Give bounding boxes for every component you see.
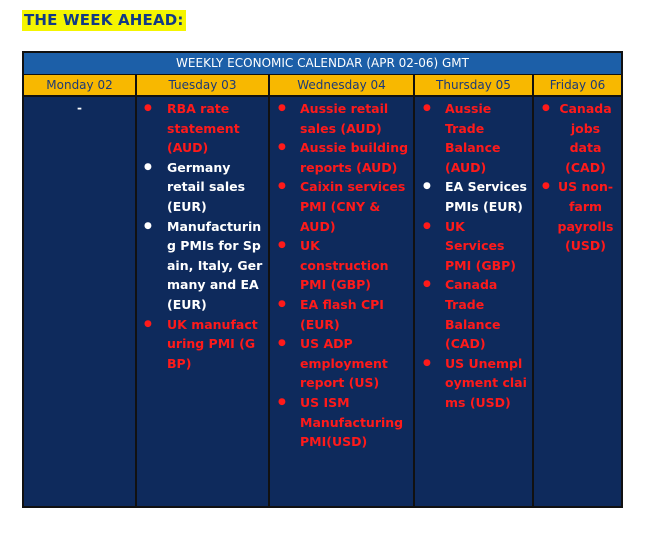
event-item: ● US Unemployment claims (USD) bbox=[415, 354, 532, 413]
event-list-thursday bbox=[415, 97, 532, 413]
event-item: ● US ISM Manufacturing PMI(USD) bbox=[270, 393, 413, 452]
day-header-thursday: Thursday 05 bbox=[415, 75, 534, 95]
event-item: ● Aussie retail sales (AUD) bbox=[270, 99, 413, 138]
day-header-friday: Friday 06 bbox=[549, 78, 606, 92]
day-header-wednesday: Wednesday 04 bbox=[270, 75, 415, 95]
event-item: ● Canada jobs data (CAD) bbox=[534, 99, 621, 177]
event-item: ● RBA rate statement (AUD) bbox=[137, 99, 268, 158]
event-item: ● Canada Trade Balance (CAD) bbox=[415, 275, 532, 353]
event-item: ● UK manufacturing PMI (GBP) bbox=[137, 315, 268, 374]
event-item: ● US ADP employment report (US) bbox=[270, 334, 413, 393]
event-item: ● Aussie Trade Balance (AUD) bbox=[415, 99, 532, 177]
event-list-tuesday bbox=[137, 97, 268, 373]
economic-calendar-table bbox=[22, 51, 623, 508]
event-item: ● Manufacturing PMIs for Spain, Italy, Germany and EA (EUR) bbox=[137, 217, 268, 315]
day-columns bbox=[24, 95, 621, 506]
event-item: ● EA Services PMIs (EUR) bbox=[415, 177, 532, 216]
day-header-tuesday: Tuesday 03 bbox=[137, 75, 270, 95]
event-item: ● EA flash CPI (EUR) bbox=[270, 295, 413, 334]
column-friday bbox=[534, 97, 621, 506]
event-list-wednesday bbox=[270, 97, 413, 452]
event-item: ● US non-farm payrolls (USD) bbox=[534, 177, 621, 255]
event-item: ● Germany retail sales (EUR) bbox=[137, 158, 268, 217]
empty-placeholder: - bbox=[77, 101, 82, 115]
event-list-friday bbox=[534, 97, 621, 256]
column-wednesday bbox=[270, 97, 415, 506]
day-header-row bbox=[24, 75, 621, 95]
event-item: ● UK Services PMI (GBP) bbox=[415, 217, 532, 276]
page-heading: THE WEEK AHEAD: bbox=[24, 11, 184, 29]
column-tuesday bbox=[137, 97, 270, 506]
column-thursday bbox=[415, 97, 534, 506]
event-item: ● Aussie building reports (AUD) bbox=[270, 138, 413, 177]
event-item: ● Caixin services PMI (CNY & AUD) bbox=[270, 177, 413, 236]
column-monday bbox=[24, 97, 137, 506]
day-header-monday: Monday 02 bbox=[24, 75, 137, 95]
calendar-title: WEEKLY ECONOMIC CALENDAR (APR 02-06) GMT bbox=[24, 53, 621, 75]
event-item: ● UK construction PMI (GBP) bbox=[270, 236, 413, 295]
